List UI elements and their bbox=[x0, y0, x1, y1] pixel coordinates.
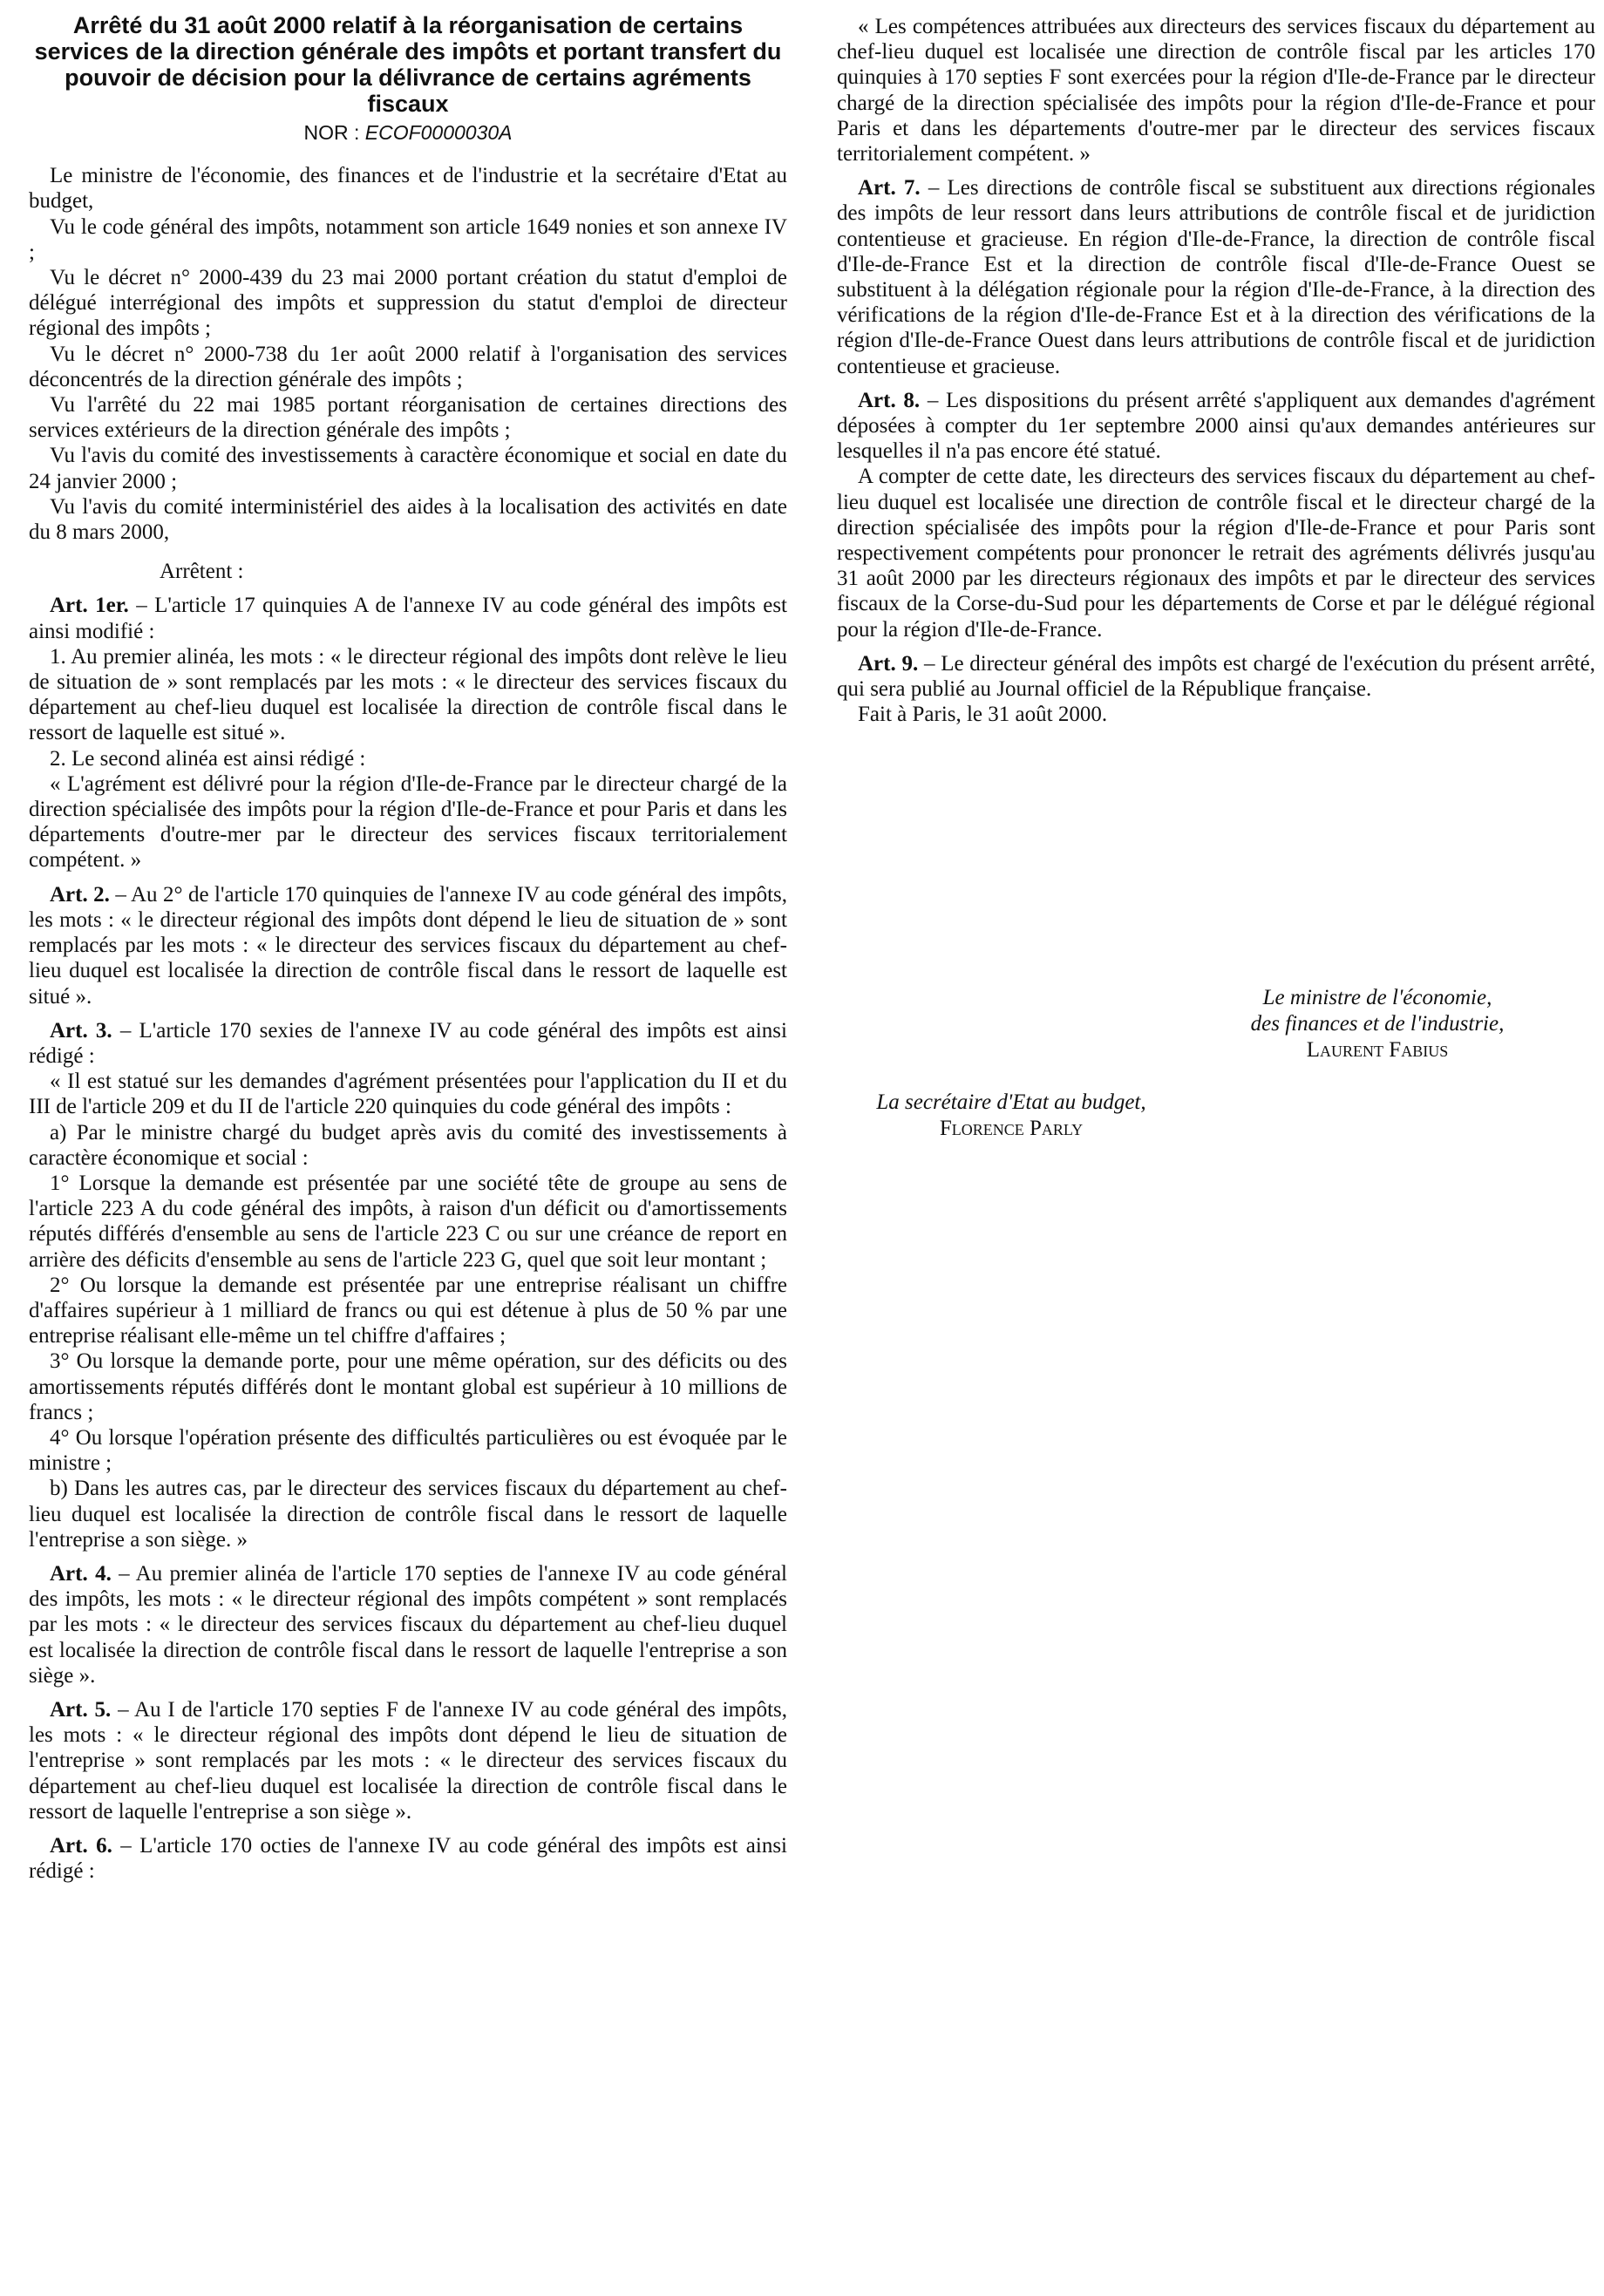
body-paragraph: 3° Ou lorsque la demande porte, pour une même opération, sur des déficits ou des amortissements réputés différés dont le montant global est supérieur à 10 millions de francs ; bbox=[29, 1349, 787, 1424]
article-label: Art. 6. bbox=[50, 1834, 112, 1858]
article-paragraph bbox=[29, 1833, 787, 1884]
left-column-body bbox=[29, 163, 787, 1884]
body-paragraph: Vu le code général des impôts, notamment son article 1649 nonies et son annexe IV ; bbox=[29, 214, 787, 264]
article-text: – L'article 170 octies de l'annexe IV au code général des impôts est ainsi rédigé : bbox=[29, 1834, 787, 1884]
body-paragraph: Vu l'arrêté du 22 mai 1985 portant réorganisation de certaines directions des services extérieurs de la direction générale des impôts ; bbox=[29, 393, 787, 443]
article-label: Art. 4. bbox=[50, 1561, 112, 1586]
article-paragraph bbox=[837, 388, 1595, 465]
article-paragraph bbox=[837, 651, 1595, 702]
body-paragraph: Vu le décret n° 2000-439 du 23 mai 2000 portant création du statut d'emploi de délégué interrégional des impôts et suppression du statut d'emploi de directeur régional des impôts ; bbox=[29, 266, 787, 341]
article-label: Art. 8. bbox=[858, 388, 921, 412]
body-paragraph: « Il est statué sur les demandes d'agrément présentées pour l'application du II et du III de l'article 209 et du II de l'article 220 quinquies du code général des impôts : bbox=[29, 1070, 787, 1119]
left-column bbox=[29, 0, 787, 1884]
article-label: Art. 2. bbox=[50, 882, 110, 907]
article-text: – Au I de l'article 170 septies F de l'annexe IV au code général des impôts, les mots : « le directeur régional des impôts dont dépend le lieu de situation de l'entreprise » sont remplacés par les mots : « le directeur des services fiscaux du département au chef-lieu duquel est localisée la direction de contrôle fiscal dans le ressort de laquelle l'entreprise a son siège ». bbox=[29, 1697, 787, 1824]
body-paragraph: 2° Ou lorsque la demande est présentée par une entreprise réalisant un chiffre d'affaires supérieur à 1 milliard de francs ou qui est détenue à plus de 50 % par une entreprise réalisant elle-même un tel chiffre d'affaires ; bbox=[29, 1273, 787, 1348]
body-paragraph: A compter de cette date, les directeurs des services fiscaux du département au chef-lieu duquel est localisée une direction de contrôle fiscal et le directeur chargé de la direction spécialisée des impôts pour la région d'Ile-de-France et pour Paris sont respectivement compétents pour prononcer le retrait des agréments délivrés jusqu'au 31 août 2000 par les directeurs régionaux des impôts et par le directeur des services fiscaux de la Corse-du-Sud pour les départements de Corse et par le délégué régional pour la région d'Ile-de-France. bbox=[837, 465, 1595, 642]
article-text: – L'article 170 sexies de l'annexe IV au code général des impôts est ainsi rédigé : bbox=[29, 1018, 787, 1068]
article-label: Art. 1er. bbox=[50, 594, 129, 618]
article-paragraph bbox=[29, 593, 787, 643]
article-text: – L'article 17 quinquies A de l'annexe IV au code général des impôts est ainsi modifié : bbox=[29, 594, 787, 643]
right-column-body bbox=[837, 14, 1595, 727]
body-paragraph: 1° Lorsque la demande est présentée par une société tête de groupe au sens de l'article 223 A du code général des impôts, à raison d'un déficit ou d'amortissements réputés différés d'ensemble au sens de l'article 223 C ou sur une créance de report en arrière des déficits d'ensemble au sens de l'article 223 G, quel que soit leur montant ; bbox=[29, 1171, 787, 1272]
article-paragraph bbox=[29, 1697, 787, 1824]
article-label: Art. 9. bbox=[858, 651, 919, 676]
minister-title-line-1: Le ministre de l'économie, bbox=[1262, 986, 1492, 1009]
body-paragraph: 2. Le second alinéa est ainsi rédigé : bbox=[50, 746, 366, 771]
article-text: – Les directions de contrôle fiscal se substituent aux directions régionales des impôts de leur ressort dans leurs attributions de contrôle fiscal et de juridiction contentieuse et gracieuse. En région d'Ile-de-France, la direction de contrôle fiscal d'Ile-de-France Est et la direction de contrôle fiscal d'Ile-de-France Ouest se substituent à la délégation régionale pour la région d'Ile-de-France, à la direction des vérifications de la région d'Ile-de-France Est et à la direction des vérifications de la région d'Ile-de-France Ouest dans leurs attributions de contrôle fiscal et de juridiction contentieuse et gracieuse. bbox=[837, 176, 1595, 378]
nor-label: NOR : bbox=[303, 121, 360, 144]
article-paragraph bbox=[29, 1018, 787, 1069]
body-paragraph: Le ministre de l'économie, des finances et de l'industrie et la secrétaire d'Etat au budget, bbox=[29, 164, 787, 214]
minister-name: Laurent Fabius bbox=[1306, 1038, 1449, 1062]
secretary-name: Florence Parly bbox=[939, 1117, 1084, 1140]
minister-title-line-2: des finances et de l'industrie, bbox=[1250, 1012, 1505, 1036]
body-paragraph: « Les compétences attribuées aux directeurs des services fiscaux du département au chef-lieu duquel est localisée une direction de contrôle fiscal par les articles 170 quinquies à 170 septies F sont exercées pour la région d'Ile-de-France par le directeur chargé de la direction spécialisée des impôts pour la région d'Ile-de-France et pour Paris et dans les départements d'outre-mer par le directeur des services fiscaux territorialement compétent. » bbox=[837, 15, 1595, 166]
body-paragraph: Vu l'avis du comité des investissements à caractère économique et social en date du 24 janvier 2000 ; bbox=[29, 444, 787, 493]
article-label: Art. 5. bbox=[50, 1697, 112, 1722]
document-title: Arrêté du 31 août 2000 relatif à la réorganisation de certains services de la direction générale des impôts et portant transfert du pouvoir de décision pour la délivrance de certains agréments fiscaux bbox=[34, 12, 782, 117]
secretary-signature bbox=[837, 1090, 1186, 1142]
secretary-title: La secrétaire d'Etat au budget, bbox=[876, 1090, 1146, 1114]
article-text: – Les dispositions du présent arrêté s'appliquent aux demandes d'agrément déposées à compter du 1er septembre 2000 ainsi qu'aux demandes antérieures sur lesquelles il n'a pas encore été statué. bbox=[837, 388, 1595, 464]
article-label: Art. 3. bbox=[50, 1018, 112, 1043]
body-paragraph: Vu le décret n° 2000-738 du 1er août 2000 relatif à l'organisation des services déconcentrés de la direction générale des impôts ; bbox=[29, 342, 787, 391]
nor-reference bbox=[29, 120, 787, 146]
nor-code: ECOF0000030A bbox=[364, 121, 513, 144]
article-text: – Au premier alinéa de l'article 170 septies de l'annexe IV au code général des impôts, les mots : « le directeur régional des impôts compétent » sont remplacés par les mots : « le directeur des services fiscaux du département au chef-lieu duquel est localisée la direction de contrôle fiscal dans le ressort de laquelle l'entreprise a son siège ». bbox=[29, 1561, 787, 1688]
body-paragraph: b) Dans les autres cas, par le directeur des services fiscaux du département au chef-lieu duquel est localisée la direction de contrôle fiscal dans le ressort de laquelle l'entreprise a son siège. » bbox=[29, 1477, 787, 1552]
article-paragraph bbox=[837, 175, 1595, 379]
body-paragraph: Fait à Paris, le 31 août 2000. bbox=[858, 703, 1108, 727]
minister-signature bbox=[1194, 985, 1560, 1063]
article-label: Art. 7. bbox=[858, 176, 921, 200]
right-column bbox=[837, 0, 1595, 727]
body-paragraph: 4° Ou lorsque l'opération présente des difficultés particulières ou est évoquée par le ministre ; bbox=[29, 1425, 787, 1476]
body-paragraph: Vu l'avis du comité interministériel des aides à la localisation des activités en date du 8 mars 2000, bbox=[29, 494, 787, 545]
body-paragraph: « L'agrément est délivré pour la région d'Ile-de-France par le directeur chargé de la direction spécialisée des impôts pour la région d'Ile-de-France et pour Paris et dans les départements d'outre-mer par le directeur des services fiscaux territorialement compétent. » bbox=[29, 771, 787, 873]
body-paragraph: a) Par le ministre chargé du budget après avis du comité des investissements à caractère économique et social : bbox=[29, 1120, 787, 1170]
article-text: – Au 2° de l'article 170 quinquies de l'annexe IV au code général des impôts, les mots : « le directeur régional des impôts dont dépend le lieu de situation de » sont remplacés par les mots : « le directeur des services fiscaux du département au chef-lieu duquel est localisée la direction de contrôle fiscal dans le ressort de laquelle est situé ». bbox=[29, 882, 787, 1009]
body-paragraph: 1. Au premier alinéa, les mots : « le directeur régional des impôts dont relève le lieu de situation de » sont remplacés par les mots : « le directeur des services fiscaux du département au chef-lieu duquel est localisée la direction de contrôle fiscal dans le ressort de laquelle est situé ». bbox=[29, 644, 787, 745]
article-paragraph bbox=[29, 1561, 787, 1688]
article-text: – Le directeur général des impôts est chargé de l'exécution du présent arrêté, qui sera publié au Journal officiel de la République française. bbox=[837, 651, 1595, 702]
arretent-heading: Arrêtent : bbox=[160, 560, 244, 584]
article-paragraph bbox=[29, 882, 787, 1009]
